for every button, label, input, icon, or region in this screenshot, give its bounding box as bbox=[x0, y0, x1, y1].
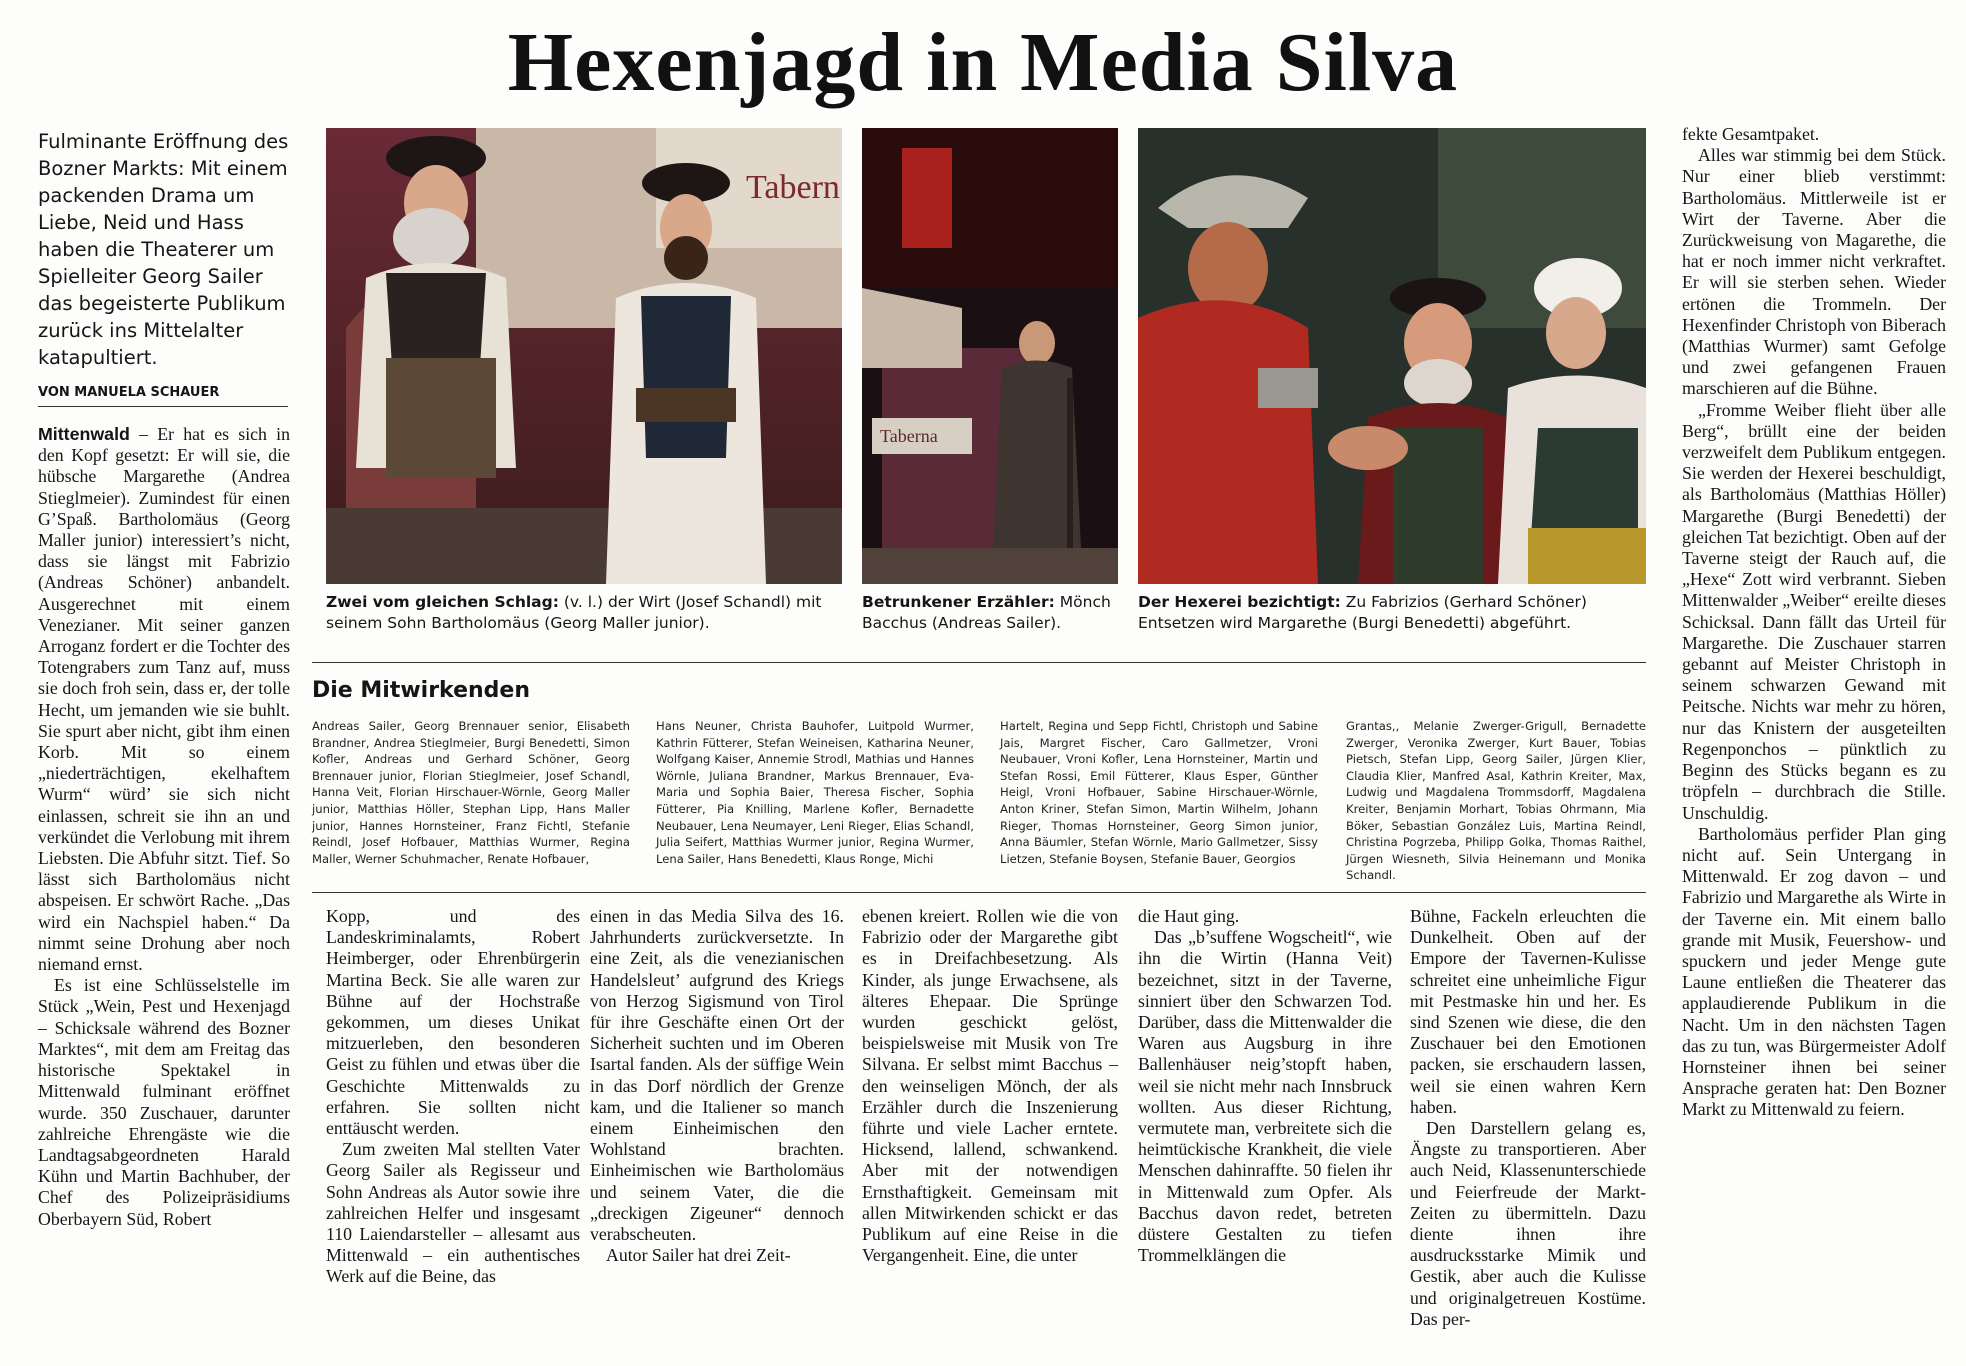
caption-photo-2: Betrunkener Erzähler: Mönch Bacchus (Andreas Sailer). bbox=[862, 593, 1111, 632]
tavern-sign-text: Tabern bbox=[746, 169, 840, 206]
article-column-4: ebenen kreiert. Rollen wie die von Fabrizio oder der Margarethe gibt es in Dreifachbesetzung. Als Kinder, als junge Erwachsene, als älteres Ehepaar. Die Sprünge wurden geschickt gelöst, beispielsweise mit Musik von Tre Silvana. Er selbst mimt Bacchus – den weinseligen Mönch, der als Erzähler durch die Inszenierung führte und viele Lacher erntete. Hicksend, lallend, schwankend. Aber mit der notwendigen Ernsthaftigkeit. Gemeinsam mit allen Mitwirkenden schickt er das Publikum auf eine Reise in die Vergangenheit. Eine, die unter bbox=[862, 906, 1118, 1266]
article-column-3: einen in das Media Silva des 16. Jahrhunderts zurückversetzte. In eine Zeit, als die venezianischen Handelsleut’ aufgrund des Kriegs von Herzog Sigismund von Tirol für ihre Geschäfte einen Ort der Sicherheit suchten und im Oberen Isartal fanden. Als der süffige Wein in das Dorf nördlich der Grenze kam, und die Italiener so manch einem Einheimischen den Wohlstand brachten. Einheimischen wie Bartholomäus und seinem Vater, die die „dreckigen Zigeuner“ dennoch verabscheuten. Autor Sailer hat drei Zeit- bbox=[590, 906, 844, 1266]
cast-list-column-1: Andreas Sailer, Georg Brennauer senior, Elisabeth Brandner, Andrea Stieglmeier, Burgi Benedetti, Simon Kofler, Andreas und Gerhard Schöner, Georg Brennauer junior, Florian Stieglmeier, Josef Schandl, Hanna Veit, Florian Hirschauer-Wörnle, Georg Maller junior, Matthias Höller, Stephan Lipp, Hans Maller junior, Hannes Hornsteiner, Franz Fichtl, Stefanie Reindl, Josef Hofbauer, Matthias Wurmer, Regina Maller, Werner Schuhmacher, Renate Hofbauer, bbox=[312, 719, 630, 866]
photo-monk-bacchus bbox=[862, 128, 1118, 584]
article-column-5: die Haut ging. Das „b’suffene Wogscheitl“, wie ihn die Wirtin (Hanna Veit) bezeichnet, sitzt in der Taverne, sinniert über den Schwarzen Tod. Darüber, dass die Mittenwalder die Waren aus Augsburg in ihre Ballenhäuser neig’stopft haben, weil sie nicht mehr nach Innsbruck wollten. Aus dieser Richtung, vermutete man, verbreitete sich die heimtückische Krankheit, die viele Menschen dahinraffte. 50 fielen ihr in Mittenwald zum Opfer. Als Bacchus davon redet, betreten düstere Gestalten zu tiefen Trommelklängen die bbox=[1138, 906, 1392, 1266]
taberna-sign-text: Taberna bbox=[880, 426, 938, 446]
cast-list-column-2: Hans Neuner, Christa Bauhofer, Luitpold Wurmer, Kathrin Fütterer, Stefan Weineisen, Katharina Neuner, Wolfgang Kaiser, Annemie Strodl, Mathias und Hannes Wörnle, Juliana Brandner, Markus Brennauer, Eva-Maria und Sophia Baier, Theresa Fischer, Sophia Fütterer, Pia Knilling, Marlene Kofler, Bernadette Neubauer, Lena Neumayer, Leni Rieger, Elias Schandl, Julia Seifert, Matthias Wurmer junior, Regina Wurmer, Lena Sailer, Hans Benedetti, Klaus Ronge, Michi bbox=[656, 719, 974, 866]
caption-photo-3: Der Hexerei bezichtigt: Zu Fabrizios (Gerhard Schöner) Entsetzen wird Margarethe (Burgi Benedetti) abgeführt. bbox=[1138, 593, 1587, 632]
box-top-rule bbox=[312, 662, 1646, 663]
col1-paragraph-2: Es ist eine Schlüsselstelle im Stück „Wein, Pest und Hexenjagd – Schicksale während des Bozner Marktes“, mit dem am Freitag das historische Spektakel in Mittenwald fulminant eröffnet wurde. 350 Zuschauer, darunter zahlreiche Ehrengäste wie die Landtagsabgeordneten Harald Kühn und Martin Bachhuber, der Chef des Polizeipräsidiums Oberbayern Süd, Robert bbox=[38, 975, 290, 1229]
lead-paragraph: Fulminante Eröffnung des Bozner Markts: Mit einem packenden Drama um Liebe, Neid und Hass haben die Theaterer um Spielleiter Georg Sailer das begeisterte Publikum zurück ins Mittelalter katapultiert. bbox=[38, 130, 289, 369]
photo-wirt-and-son bbox=[326, 128, 842, 584]
box-bottom-rule bbox=[312, 892, 1646, 893]
article-column-6: Bühne, Fackeln erleuchten die Dunkelheit. Oben auf der Empore der Tavernen-Kulisse schreitet eine unheimliche Figur mit Pestmaske hin und her. Es sind Szenen wie diese, die den Zuschauer bei den Emotionen packen, sie erschaudern lassen, weil sie einen wahren Kern haben. Den Darstellern gelang es, Ängste zu transportieren. Aber auch Neid, Klassenunterschiede und Feierfreude der Markt-Zeiten zu übermitteln. Dazu diente ihnen ihre ausdrucksstarke Mimik und Gestik, aber auch die Kulisse und originalgetreuen Kostüme. Das per- bbox=[1410, 906, 1646, 1329]
col1-paragraph-1: – Er hat es sich in den Kopf gesetzt: Er will sie, die hübsche Margarethe (Andrea Stieglmeier). Zumindest für einen G’Spaß. Bartholomäus (Georg Maller junior) interessiert’s nicht, dass sie längst mit Fabrizio (Andreas Schöner) anbandelt. Ausgerechnet mit einem Venezianer. Mit seiner ganzen Arroganz fordert er die Tochter des Totengrabers zum Tanz auf, muss sie doch froh sein, dass er, der tolle Hecht, um jemanden wie sie buhlt. Sie spurt aber nicht, gibt ihm einen Korb. Mit so einem „niederträchtigen, ekelhaftem Wurm“ würd’ sie sich nicht einlassen, schreit sie ihn an und verkündet die Verlobung mit ihrem Liebsten. Die Abfuhr sitzt. Tief. So lässt sich Bartholomäus nicht abspeisen. Er schwört Rache. „Das wird ein Nachspiel haben.“ Da nimmt seine Drohung aber noch niemand ernst. bbox=[38, 424, 290, 975]
headline: Hexenjagd in Media Silva bbox=[507, 16, 1459, 109]
article-column-right: fekte Gesamtpaket. Alles war stimmig bei dem Stück. Nur einer blieb verstimmt: Bartholomäus. Mittlerweile ist er Wirt der Taverne. Aber die Zurückweisung von Magarethe, die hat er noch immer nicht verkraftet. Er will sie sterben sehen. Wieder ertönen die Trommeln. Der Hexenfinder Christoph von Biberach (Matthias Wurmer) samt Gefolge und zwei gefangenen Frauen marschieren auf die Bühne. „Fromme Weiber flieht über alle Berg“, brüllt eine der beiden verzweifelt dem Publikum entgegen. Sie werden der Hexerei beschuldigt, als Bartholomäus (Matthias Höller) Margarethe (Burgi Benedetti) der gleichen Tat bezichtigt. Oben auf der Taverne steigt der Rauch auf, die „Hexe“ Zott wird verbrannt. Sieben Mittenwalder „Weiber“ ereilte dieses Schicksal. Dann fällt das Urteil für Margarethe. Die Zuschauer starren gebannt auf Meister Christoph in seinem schwarzen Gewand mit Peitsche. Nichts war mehr zu hören, nur das Knistern der ausgeteilten Regenponchos – pünktlich zu Beginn des Stücks begann es zu tröpfeln – durchbrach die Stille. Unschuldig. Bartholomäus perfider Plan ging nicht auf. Sein Untergang in Mittenwald. Er zog davon – und Fabrizio und Margarethe als Wirte in der Taverne ein. Mit einem ballo grande mit Musik, Feuershow- und spuckern und jeder Menge gute Laune entließen die Theaterer das applaudierende Publikum in die Nacht. Um in den nächsten Tagen das zu tun, was Bürgermeister Adolf Hornsteiner ihnen bei seiner Ansprache geraten hat: Den Bozner Markt zu Mittenwald zu feiern. bbox=[1682, 124, 1946, 1120]
byline: VON MANUELA SCHAUER bbox=[38, 385, 288, 407]
cast-list-column-3: Hartelt, Regina und Sepp Fichtl, Christoph und Sabine Jais, Margret Fischer, Caro Gallmetzer, Vroni Neubauer, Vroni Kofler, Lena Hornsteiner, Martin und Stefan Rossi, Emil Fütterer, Klaus Esper, Günther Heigl, Vroni Hofbauer, Sabine Hirschauer-Wörnle, Anton Kriner, Stefan Simon, Martin Wilhelm, Johann Rieger, Thomas Hornsteiner, Georg Simon junior, Anna Bäumler, Stefan Wörnle, Mario Gallmetzer, Sissy Lietzen, Stefanie Boysen, Stefanie Bauer, Georgios bbox=[1000, 719, 1318, 866]
cast-box-title: Die Mitwirkenden bbox=[312, 678, 531, 703]
cast-list-column-4: Grantas,, Melanie Zwerger-Grigull, Bernadette Zwerger, Veronika Zwerger, Kurt Bauer, Tobias Pietsch, Stefan Lipp, Georg Sailer, Jürgen Klier, Claudia Klier, Manfred Asal, Kathrin Kreiter, Max, Ludwig und Magdalena Trommsdorff, Magdalena Kreiter, Benjamin Morhart, Tobias Ohrmann, Mia Böker, Sebastian González Luis, Martina Reindl, Christina Pogrzeba, Philipp Golka, Thomas Raithel, Jürgen Wiesneth, Silvia Heinemann und Monika Schandl. bbox=[1346, 719, 1646, 883]
caption-photo-1: Zwei vom gleichen Schlag: (v. l.) der Wirt (Josef Schandl) mit seinem Sohn Bartholomäus (Georg Maller junior). bbox=[326, 593, 822, 632]
photo-witchcraft-accused bbox=[1138, 128, 1646, 584]
dateline: Mittenwald bbox=[38, 424, 130, 444]
article-column-1 bbox=[38, 424, 290, 1230]
article-column-2: Kopp, und des Landeskriminalamts, Robert Heimberger, oder Ehrenbürgerin Martina Beck. Sie alle waren zur Bühne auf der Hochstraße gekommen, um dieses Unikat mitzuerleben, den besonderen Geist zu fühlen und etwas über die Geschichte Mittenwalds zu erfahren. Sie sollten nicht enttäuscht werden. Zum zweiten Mal stellten Vater Georg Sailer als Regisseur und Sohn Andreas als Autor sowie ihre zahlreichen Helfer und insgesamt 110 Laiendarsteller – allesamt aus Mittenwald – ein authentisches Werk auf die Beine, das bbox=[326, 906, 580, 1287]
